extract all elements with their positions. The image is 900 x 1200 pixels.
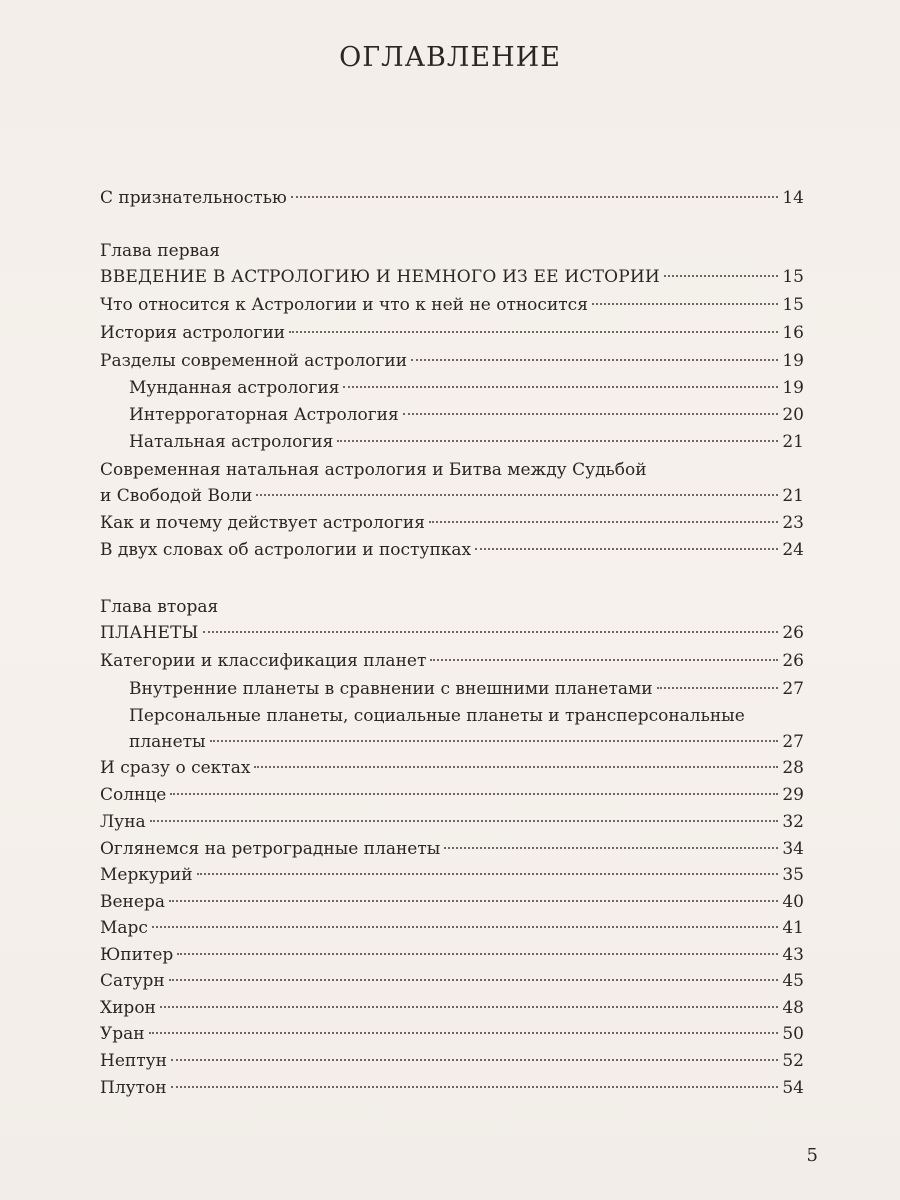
- toc-entry[interactable]: [100, 836, 804, 862]
- dot-leader: [152, 926, 778, 928]
- toc-page-number: 16: [782, 323, 804, 343]
- toc-page-number: 19: [782, 378, 804, 398]
- toc-entry[interactable]: [100, 1021, 804, 1047]
- toc-entry[interactable]: [100, 483, 804, 509]
- page-number-folio: 5: [806, 1145, 818, 1166]
- toc-entry-label: История астрологии: [100, 323, 286, 343]
- toc-entry-label: Венера: [100, 892, 165, 912]
- toc-page-number: 27: [782, 679, 804, 699]
- dot-leader: [170, 793, 778, 795]
- toc-page-number: 15: [782, 267, 804, 287]
- toc-entry[interactable]: [100, 648, 804, 674]
- chapter-label-1: Глава первая: [100, 241, 221, 261]
- dot-leader: [171, 1059, 778, 1061]
- toc-entry[interactable]: [100, 1075, 804, 1101]
- dot-leader: [664, 275, 778, 277]
- dot-leader: [430, 659, 778, 661]
- dot-leader: [475, 548, 778, 550]
- toc-page-number: 40: [782, 892, 804, 912]
- toc-page-number: 21: [782, 432, 804, 452]
- toc-page-number: 32: [782, 812, 804, 832]
- toc-page-number: 15: [782, 295, 804, 315]
- toc-entry[interactable]: [100, 968, 804, 994]
- toc-page-number: 48: [782, 998, 804, 1018]
- toc-entry-label: Плутон: [100, 1078, 167, 1098]
- toc-entry[interactable]: [100, 889, 804, 915]
- toc-entry-label: Хирон: [100, 998, 156, 1018]
- toc-entry[interactable]: [100, 510, 804, 536]
- toc-entry-label: Луна: [100, 812, 146, 832]
- toc-entry[interactable]: [100, 537, 804, 563]
- dot-leader: [657, 687, 779, 689]
- toc-page-number: 27: [782, 732, 804, 752]
- toc-page-number: 35: [782, 865, 804, 885]
- toc-entry-label: Внутренние планеты в сравнении с внешними планетами: [129, 679, 653, 699]
- toc-entry[interactable]: [100, 809, 804, 835]
- dot-leader: [289, 331, 778, 333]
- toc-entry-label: Юпитер: [100, 945, 174, 965]
- page-title: ОГЛАВЛЕНИЕ: [339, 42, 561, 73]
- toc-page-number: 24: [782, 540, 804, 560]
- dot-leader: [169, 979, 779, 981]
- toc-page-number: 34: [782, 839, 804, 859]
- dot-leader: [291, 196, 779, 198]
- toc-subentry[interactable]: [129, 375, 804, 401]
- toc-entry-label-line1[interactable]: Современная натальная астрология и Битва между Судьбой: [100, 460, 647, 480]
- toc-page-number: 20: [782, 405, 804, 425]
- toc-page-number: 19: [782, 351, 804, 371]
- toc-subentry[interactable]: [129, 729, 804, 755]
- toc-page-number: 50: [782, 1024, 804, 1044]
- dot-leader: [171, 1086, 779, 1088]
- dot-leader: [429, 521, 778, 523]
- dot-leader: [256, 494, 778, 496]
- toc-entry-label: Что относится к Астрологии и что к ней не относится: [100, 295, 588, 315]
- toc-entry-label: Солнце: [100, 785, 167, 805]
- toc-entry-chapter-2-title[interactable]: [100, 620, 804, 646]
- toc-entry[interactable]: [100, 755, 804, 781]
- toc-page-number: 29: [782, 785, 804, 805]
- toc-entry-label: и Свободой Воли: [100, 486, 253, 506]
- toc-entry-label: Мунданная астрология: [129, 378, 340, 398]
- toc-entry[interactable]: [100, 995, 804, 1021]
- toc-entry[interactable]: [100, 1048, 804, 1074]
- toc-entry-label: Разделы современной астрологии: [100, 351, 408, 371]
- dot-leader: [160, 1006, 778, 1008]
- toc-entry-label: планеты: [129, 732, 206, 752]
- toc-subentry[interactable]: [129, 429, 804, 455]
- toc-entry[interactable]: [100, 320, 804, 346]
- toc-entry-label: И сразу о сектах: [100, 758, 251, 778]
- dot-leader: [403, 413, 779, 415]
- toc-entry-chapter-1-title[interactable]: [100, 264, 804, 290]
- toc-subentry[interactable]: [129, 402, 804, 428]
- toc-subentry-label-line1[interactable]: Персональные планеты, социальные планеты и трансперсональные: [129, 706, 745, 726]
- toc-subentry[interactable]: [129, 676, 804, 702]
- dot-leader: [337, 440, 778, 442]
- dot-leader: [177, 953, 778, 955]
- toc-entry-acknowledgements[interactable]: [100, 185, 804, 211]
- toc-entry[interactable]: [100, 348, 804, 374]
- dot-leader: [149, 1032, 779, 1034]
- toc-entry-label: Интеррогаторная Астрология: [129, 405, 399, 425]
- toc-page-number: 26: [782, 623, 804, 643]
- dot-leader: [592, 303, 778, 305]
- dot-leader: [203, 631, 779, 633]
- chapter-label-2: Глава вторая: [100, 597, 219, 617]
- toc-page-number: 28: [782, 758, 804, 778]
- toc-entry[interactable]: [100, 782, 804, 808]
- toc-page-number: 45: [782, 971, 804, 991]
- toc-entry[interactable]: [100, 292, 804, 318]
- toc-page-number: 26: [782, 651, 804, 671]
- toc-entry-label: Оглянемся на ретроградные планеты: [100, 839, 441, 859]
- toc-entry-label: ПЛАНЕТЫ: [100, 623, 199, 643]
- toc-entry-label: Меркурий: [100, 865, 193, 885]
- dot-leader: [444, 847, 778, 849]
- toc-entry-label: В двух словах об астрологии и поступках: [100, 540, 472, 560]
- toc-page-number: 54: [782, 1078, 804, 1098]
- toc-entry[interactable]: [100, 942, 804, 968]
- toc-page-number: 14: [782, 188, 804, 208]
- toc-entry-label: Нептун: [100, 1051, 167, 1071]
- toc-entry-label: Сатурн: [100, 971, 165, 991]
- dot-leader: [411, 359, 778, 361]
- toc-page-number: 52: [782, 1051, 804, 1071]
- toc-page-number: 23: [782, 513, 804, 533]
- toc-entry-label: ВВЕДЕНИЕ В АСТРОЛОГИЮ И НЕМНОГО ИЗ ЕЕ ИСТОРИИ: [100, 267, 660, 287]
- dot-leader: [169, 900, 778, 902]
- dot-leader: [210, 740, 779, 742]
- toc-entry-label: Категории и классификация планет: [100, 651, 427, 671]
- toc-page-number: 21: [782, 486, 804, 506]
- toc-page-number: 43: [782, 945, 804, 965]
- toc-entry-label: Как и почему действует астрология: [100, 513, 425, 533]
- dot-leader: [254, 766, 778, 768]
- toc-entry-label: Марс: [100, 918, 148, 938]
- toc-entry-label: Уран: [100, 1024, 145, 1044]
- dot-leader: [197, 873, 779, 875]
- toc-page-number: 41: [782, 918, 804, 938]
- dot-leader: [343, 386, 778, 388]
- toc-entry-label: С признательностью: [100, 188, 287, 208]
- toc-entry-label: Натальная астрология: [129, 432, 334, 452]
- toc-entry[interactable]: [100, 915, 804, 941]
- dot-leader: [150, 820, 779, 822]
- toc-entry[interactable]: [100, 862, 804, 888]
